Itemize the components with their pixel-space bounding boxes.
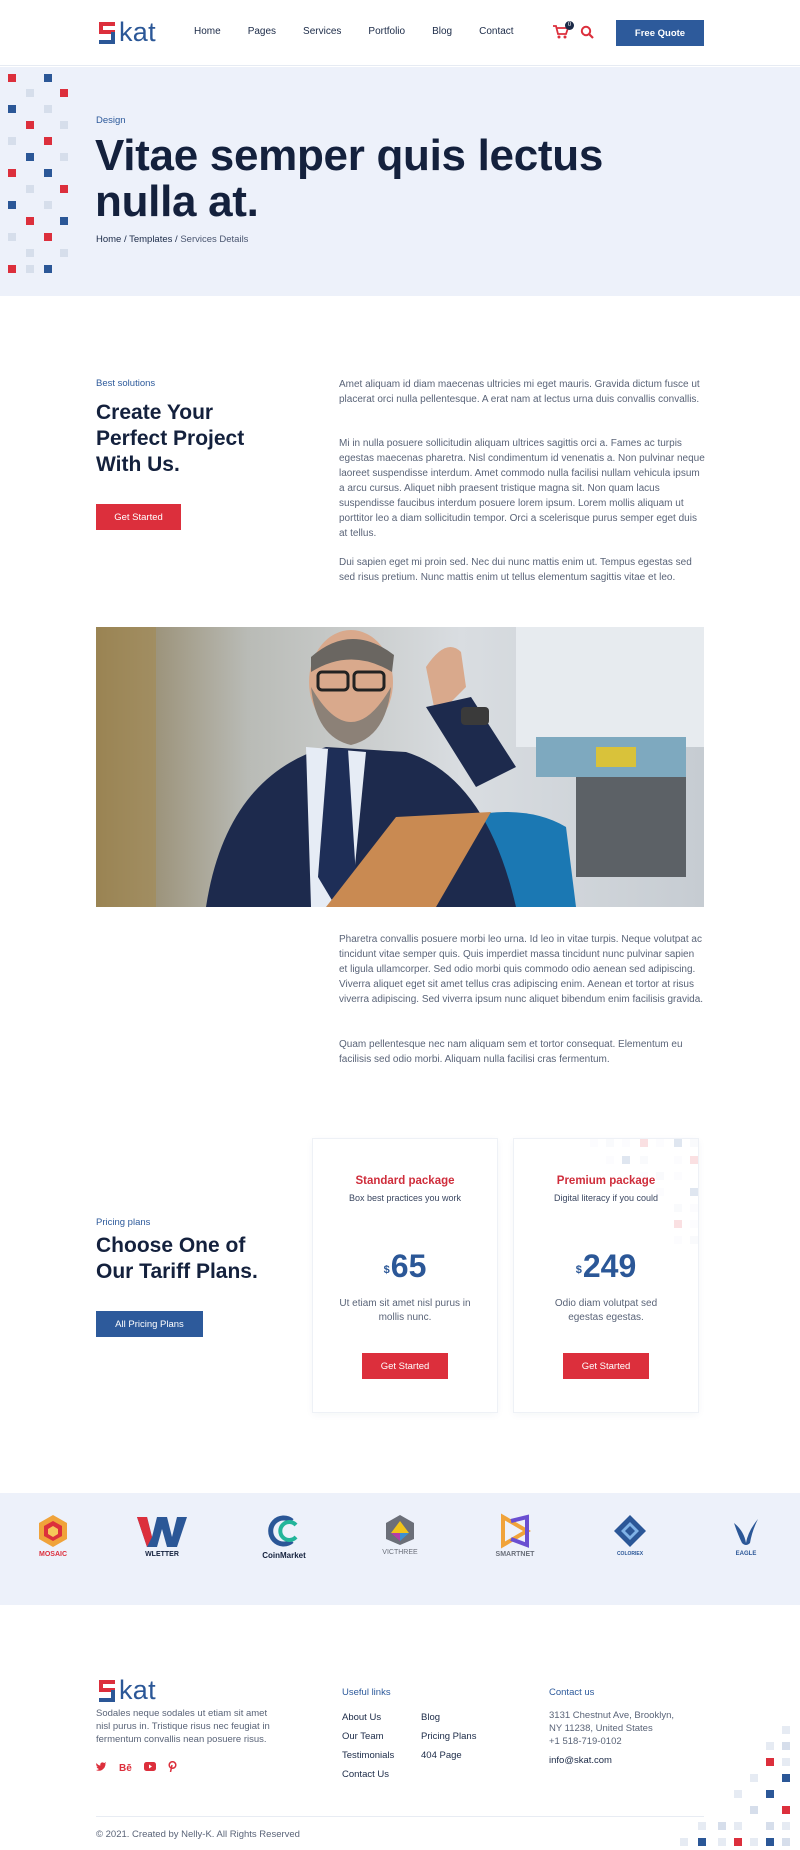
social-links	[96, 1761, 177, 1775]
page-hero	[0, 67, 800, 296]
plan-price	[313, 1249, 497, 1283]
decorative-squares-footer	[680, 1726, 800, 1850]
partner-name: VICTHREE	[382, 1549, 418, 1556]
plan-subtitle: Box best practices you work	[348, 1193, 462, 1203]
footer-description: Sodales neque sodales ut etiam sit amet nisl purus in. Tristique risus nec feugiat in fermentum convallis nean posuere risus.	[96, 1708, 270, 1745]
cart-count-badge: 0	[565, 21, 574, 30]
pricing-eyebrow: Pricing plans	[96, 1217, 151, 1228]
plan-subtitle: Digital literacy if you could	[553, 1193, 659, 1203]
plan-price-value: 249	[582, 1248, 637, 1284]
nav-services[interactable]: Services	[303, 26, 342, 37]
partner-logos-strip	[0, 1493, 800, 1605]
footer-divider	[96, 1816, 704, 1817]
plan-currency: $	[575, 1264, 582, 1276]
plan-get-started-button[interactable]: Get Started	[362, 1353, 448, 1379]
partner-logo-mosaic[interactable]	[13, 1513, 93, 1583]
nav-blog[interactable]: Blog	[432, 26, 453, 37]
useful-links-title: Useful links	[342, 1687, 391, 1698]
partner-name: EAGLE	[735, 1551, 757, 1557]
free-quote-button[interactable]: Free Quote	[616, 20, 704, 46]
contact-phone[interactable]: +1 518-719-0102	[549, 1736, 622, 1747]
main-nav	[194, 25, 541, 39]
contact-title: Contact us	[549, 1687, 595, 1698]
plan-price	[514, 1249, 698, 1283]
nav-contact[interactable]: Contact	[479, 26, 514, 37]
behance-icon[interactable]: Bē	[119, 1762, 132, 1774]
about-eyebrow: Best solutions	[96, 378, 156, 389]
footer-link-contact[interactable]: Contact Us	[342, 1769, 389, 1780]
plan-description: Odio diam volutpat sed egestas egestas.	[554, 1298, 658, 1323]
logo-wordmark: kat	[119, 1675, 156, 1705]
contact-email[interactable]: info@skat.com	[549, 1755, 612, 1766]
about-heading: Create Your Perfect Project With Us.	[96, 401, 245, 476]
logo-s-mark	[96, 21, 118, 45]
plan-title: Premium package	[556, 1175, 656, 1187]
pricing-heading: Choose One of Our Tariff Plans.	[96, 1234, 258, 1283]
partner-logo-smartnet[interactable]	[475, 1513, 555, 1583]
pinterest-icon[interactable]	[168, 1761, 177, 1775]
decorative-squares-hero	[0, 67, 76, 296]
contact-address-line1: 3131 Chestnut Ave, Brooklyn,	[549, 1710, 674, 1721]
about-paragraph-2: Mi in nulla posuere sollicitudin aliquam ultrices sagittis orci a. Fames ac turpis egestas maecenas pharetra. Nisl condimentum id venenatis a. Non pulvinar neque laoreet suspendisse interdum. Amet commodo nulla facilisi nullam vehicula ipsum a arcu cursus. Aliquet nibh praesent tristique magna sit. Non quam lacus suspendisse faucibus interdum posuere lorem ipsum. Lorem mollis aliquam ut porttitor leo a diam sollicitudin tempor. Orci a scelerisque purus semper eget duis at tellus.	[339, 438, 705, 539]
breadcrumb-separator: /	[123, 234, 127, 245]
plan-currency: $	[383, 1264, 390, 1276]
footer-link-404[interactable]: 404 Page	[421, 1750, 462, 1761]
details-paragraph-2: Quam pellentesque nec nam aliquam sem et tortor consequat. Elementum eu facilisis sed odio morbi. Aliquam nulla facilisi cras fermentum.	[339, 1039, 683, 1065]
footer-link-pricing[interactable]: Pricing Plans	[421, 1731, 477, 1742]
breadcrumb-templates[interactable]: Templates	[129, 234, 173, 245]
partner-name: CoinMarket	[262, 1551, 306, 1560]
plan-get-started-button[interactable]: Get Started	[563, 1353, 649, 1379]
nav-pages[interactable]: Pages	[247, 26, 277, 37]
breadcrumb-home[interactable]: Home	[96, 234, 122, 245]
nav-home[interactable]: Home	[194, 26, 221, 37]
partner-logo-coinmarket[interactable]	[244, 1513, 324, 1583]
partner-name: SMARTNET	[495, 1551, 535, 1558]
site-logo[interactable]	[96, 19, 156, 46]
search-icon[interactable]	[580, 25, 594, 39]
about-paragraph-3: Dui sapien eget mi proin sed. Nec dui nunc mattis enim ut. Tempus egestas sed sed risus pretium. Nunc mattis enim ut tellus elementum sagittis vitae et leo.	[339, 557, 692, 583]
pricing-card-standard	[313, 1139, 497, 1412]
partner-logo-wletter[interactable]	[122, 1513, 202, 1583]
footer-link-blog[interactable]: Blog	[421, 1712, 441, 1723]
twitter-icon[interactable]	[96, 1762, 107, 1774]
partner-logo-coloriex[interactable]	[590, 1513, 670, 1583]
breadcrumb	[96, 234, 248, 245]
footer-logo[interactable]	[96, 1677, 156, 1704]
plan-description: Ut etiam sit amet nisl purus in mollis nunc.	[339, 1298, 471, 1323]
contact-address-line2: NY 11238, United States	[549, 1723, 653, 1734]
cart-icon[interactable]	[553, 22, 572, 39]
partner-name: MOSAIC	[39, 1551, 67, 1558]
details-paragraph-1: Pharetra convallis posuere morbi leo urna. Id leo in vitae turpis. Neque volutpat ac tincidunt vitae semper quis. Quis imperdiet massa tincidunt nunc pulvinar sapien et ligula ullamcorper. Sed odio morbi quis commodo odio aenean sed adipiscing. Viverra aliquet eget sit amet tellus cras adipiscing enim. Aenean et tortor at risus viverra adipiscing. Sed viverra ipsum nunc aliquet bibendum enim facilisis gravida.	[339, 934, 704, 1005]
footer-link-team[interactable]: Our Team	[342, 1731, 384, 1742]
nav-portfolio[interactable]: Portfolio	[368, 26, 406, 37]
copyright: © 2021. Created by Nelly-K. All Rights Reserved	[96, 1829, 300, 1840]
logo-wordmark: kat	[119, 17, 156, 47]
partner-name: WLETTER	[145, 1551, 179, 1558]
plan-price-value: 65	[390, 1248, 427, 1284]
logo-s-mark	[96, 1679, 118, 1703]
partner-logo-victhree[interactable]	[360, 1513, 440, 1583]
footer-link-testimonials[interactable]: Testimonials	[342, 1750, 395, 1761]
pricing-card-premium	[514, 1139, 698, 1412]
partner-logo-eagle[interactable]	[706, 1513, 786, 1583]
youtube-icon[interactable]	[144, 1762, 156, 1774]
site-header	[0, 0, 800, 66]
hero-eyebrow: Design	[96, 115, 126, 126]
page-title: Vitae semper quis lectus nulla at.	[95, 131, 603, 226]
partner-name: COLORIEX	[616, 1551, 644, 1557]
footer-link-about[interactable]: About Us	[342, 1712, 382, 1723]
all-pricing-plans-button[interactable]: All Pricing Plans	[96, 1311, 203, 1337]
plan-title: Standard package	[355, 1175, 455, 1187]
about-paragraph-1: Amet aliquam id diam maecenas ultricies mi eget mauris. Gravida dictum fusce ut placerat orci nulla pellentesque. A erat nam at lectus urna duis convallis convallis.	[339, 379, 700, 405]
breadcrumb-separator: /	[175, 234, 178, 245]
business-man-photo	[96, 627, 704, 907]
get-started-button[interactable]: Get Started	[96, 504, 181, 530]
breadcrumb-current: Services Details	[180, 234, 249, 245]
